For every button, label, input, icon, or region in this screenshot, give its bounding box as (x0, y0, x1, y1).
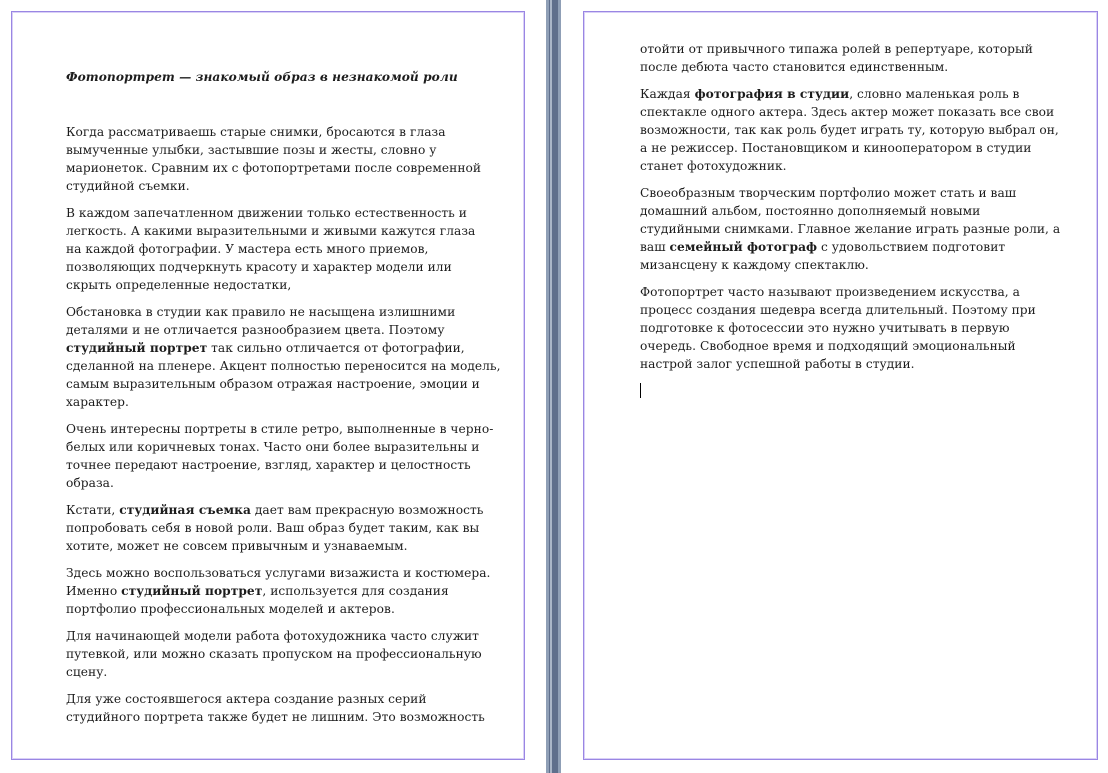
text-line (66, 474, 512, 492)
paragraph (66, 123, 512, 195)
text-line (66, 177, 512, 195)
text-line (66, 645, 512, 663)
text-run: Именно (66, 584, 122, 598)
text-line (66, 600, 512, 618)
text-line (640, 184, 1080, 202)
text-run: сцену. (66, 665, 108, 679)
page-1-paragraphs (66, 123, 512, 726)
text-line (66, 690, 512, 708)
paragraph (66, 501, 512, 555)
text-run: характер. (66, 395, 129, 409)
paragraph (66, 564, 512, 618)
text-line (66, 519, 512, 537)
text-run: Кстати, (66, 503, 120, 517)
paragraph (66, 627, 512, 681)
text-run: хотите, может не совсем привычным и узнаваемым. (66, 539, 408, 553)
text-run: на каждой фотографии. У мастера есть много приемов, (66, 242, 429, 256)
text-line (66, 663, 512, 681)
text-line (66, 438, 512, 456)
bold-keyword: семейный фотограф (669, 240, 818, 254)
text-line (66, 501, 512, 519)
text-line (66, 537, 512, 555)
text-line (640, 220, 1080, 238)
document-page-1[interactable] (0, 0, 546, 773)
text-line (66, 222, 512, 240)
document-title: Фотопортрет — знакомый образ в незнакомой роли (66, 70, 458, 84)
page-2-paragraphs (640, 40, 1080, 373)
paragraph (640, 85, 1080, 175)
text-run: мизансцену к каждому спектаклю. (640, 258, 869, 272)
text-run: Когда рассматриваешь старые снимки, бросаются в глаза (66, 125, 446, 139)
paragraph (640, 184, 1080, 274)
text-run: Для начинающей модели работа фотохудожника часто служит (66, 629, 479, 643)
text-line (66, 321, 512, 339)
text-run: самым выразительным образом отражая настроение, эмоции и (66, 377, 480, 391)
text-line (640, 256, 1080, 274)
bold-keyword: фотография в студии (694, 87, 850, 101)
text-line (66, 339, 512, 357)
text-line (66, 375, 512, 393)
page-1-text-area[interactable] (66, 67, 512, 735)
text-run: домашний альбом, постоянно дополняемый новыми (640, 204, 981, 218)
text-run: точнее передают настроение, взгляд, характер и целостность (66, 458, 471, 472)
text-run: , словно маленькая роль в (849, 87, 1020, 101)
text-line (640, 103, 1080, 121)
text-line (640, 121, 1080, 139)
text-run: Своеобразным творческим портфолио может стать и ваш (640, 186, 1017, 200)
text-run: настрой залог успешной работы в студии. (640, 357, 915, 371)
text-run: вымученные улыбки, застывшие позы и жесты, словно у (66, 143, 437, 157)
text-line (66, 303, 512, 321)
text-run: так сильно отличается от фотографии, (207, 341, 465, 355)
text-cursor (640, 383, 641, 398)
paragraph (66, 204, 512, 294)
text-line (66, 204, 512, 222)
text-line (66, 456, 512, 474)
text-line (66, 582, 512, 600)
text-run: после дебюта часто становится единственным. (640, 60, 949, 74)
text-run: спектакле одного актера. Здесь актер может показать все свои (640, 105, 1055, 119)
text-run: очередь. Свободное время и подходящий эмоциональный (640, 339, 1016, 353)
text-line (66, 258, 512, 276)
bold-keyword: студийный портрет (121, 584, 263, 598)
text-run: дает вам прекрасную возможность (250, 503, 484, 517)
text-run: студийными снимками. Главное желание играть разные роли, а (640, 222, 1061, 236)
text-run: В каждом запечатленном движении только естественность и (66, 206, 467, 220)
text-run: отойти от привычного типажа ролей в репертуаре, который (640, 42, 1033, 56)
bold-keyword: студийный портрет (66, 341, 208, 355)
text-line (66, 240, 512, 258)
text-line (66, 357, 512, 375)
page-2-text-area[interactable] (640, 40, 1080, 382)
text-line (66, 123, 512, 141)
text-line (66, 141, 512, 159)
text-run: образа. (66, 476, 114, 490)
text-line (640, 355, 1080, 373)
text-run: Очень интересны портреты в стиле ретро, выполненные в черно- (66, 422, 494, 436)
text-run: легкость. А какими выразительными и живыми кажутся глаза (66, 224, 476, 238)
text-run: с удовольствием подготовит (817, 240, 1006, 254)
text-line (640, 283, 1080, 301)
text-run: путевкой, или можно сказать пропуском на профессиональную (66, 647, 482, 661)
paragraph (66, 420, 512, 492)
text-line (640, 319, 1080, 337)
text-line (640, 202, 1080, 220)
text-run: портфолио профессиональных моделей и актеров. (66, 602, 395, 616)
bold-keyword: студийная съемка (119, 503, 251, 517)
text-run: Для уже состоявшегося актера создание разных серий (66, 692, 427, 706)
text-line (66, 420, 512, 438)
paragraph (640, 40, 1080, 76)
text-run: ваш (640, 240, 670, 254)
text-run: студийной съемки. (66, 179, 190, 193)
text-line (66, 627, 512, 645)
text-line (66, 708, 512, 726)
text-run: марионеток. Сравним их с фотопортретами после современной (66, 161, 482, 175)
document-page-2[interactable] (561, 0, 1108, 773)
text-run: процесс создания шедевра всегда длительный. Поэтому при (640, 303, 1036, 317)
text-line (640, 139, 1080, 157)
paragraph (66, 690, 512, 726)
text-line (640, 301, 1080, 319)
text-line (640, 337, 1080, 355)
text-run: позволяющих подчеркнуть красоту и характер модели или (66, 260, 452, 274)
paragraph (66, 303, 512, 411)
text-run: а не режиссер. Постановщиком и кинооператором в студии (640, 141, 1032, 155)
text-run: Каждая (640, 87, 695, 101)
text-run: Обстановка в студии как правило не насыщена излишними (66, 305, 456, 319)
text-run: Фотопортрет часто называют произведением искусства, а (640, 285, 1020, 299)
text-line (66, 564, 512, 582)
paragraph (640, 283, 1080, 373)
text-run: Здесь можно воспользоваться услугами визажиста и костюмера. (66, 566, 491, 580)
text-line (66, 276, 512, 294)
text-run: студийного портрета также будет не лишним. Это возможность (66, 710, 485, 724)
text-line (640, 58, 1080, 76)
text-line (66, 159, 512, 177)
text-run: подготовке к фотосессии это нужно учитывать в первую (640, 321, 1010, 335)
text-line (640, 40, 1080, 58)
text-line (640, 238, 1080, 256)
text-run: попробовать себя в новой роли. Ваш образ будет таким, как вы (66, 521, 480, 535)
text-run: возможности, так как роль будет играть ту, которую выбрал он, (640, 123, 1059, 137)
text-run: , используется для создания (262, 584, 449, 598)
text-line (640, 85, 1080, 103)
gutter-highlight (550, 0, 552, 773)
text-line (66, 393, 512, 411)
text-line (640, 157, 1080, 175)
text-run: деталями и не отличается разнообразием цвета. Поэтому (66, 323, 445, 337)
text-run: белых или коричневых тонах. Часто они более выразительны и (66, 440, 480, 454)
text-run: станет фотохудожник. (640, 159, 787, 173)
text-run: сделанной на пленере. Акцент полностью переносится на модель, (66, 359, 501, 373)
text-run: скрыть определенные недостатки, (66, 278, 292, 292)
page-gutter (546, 0, 561, 773)
